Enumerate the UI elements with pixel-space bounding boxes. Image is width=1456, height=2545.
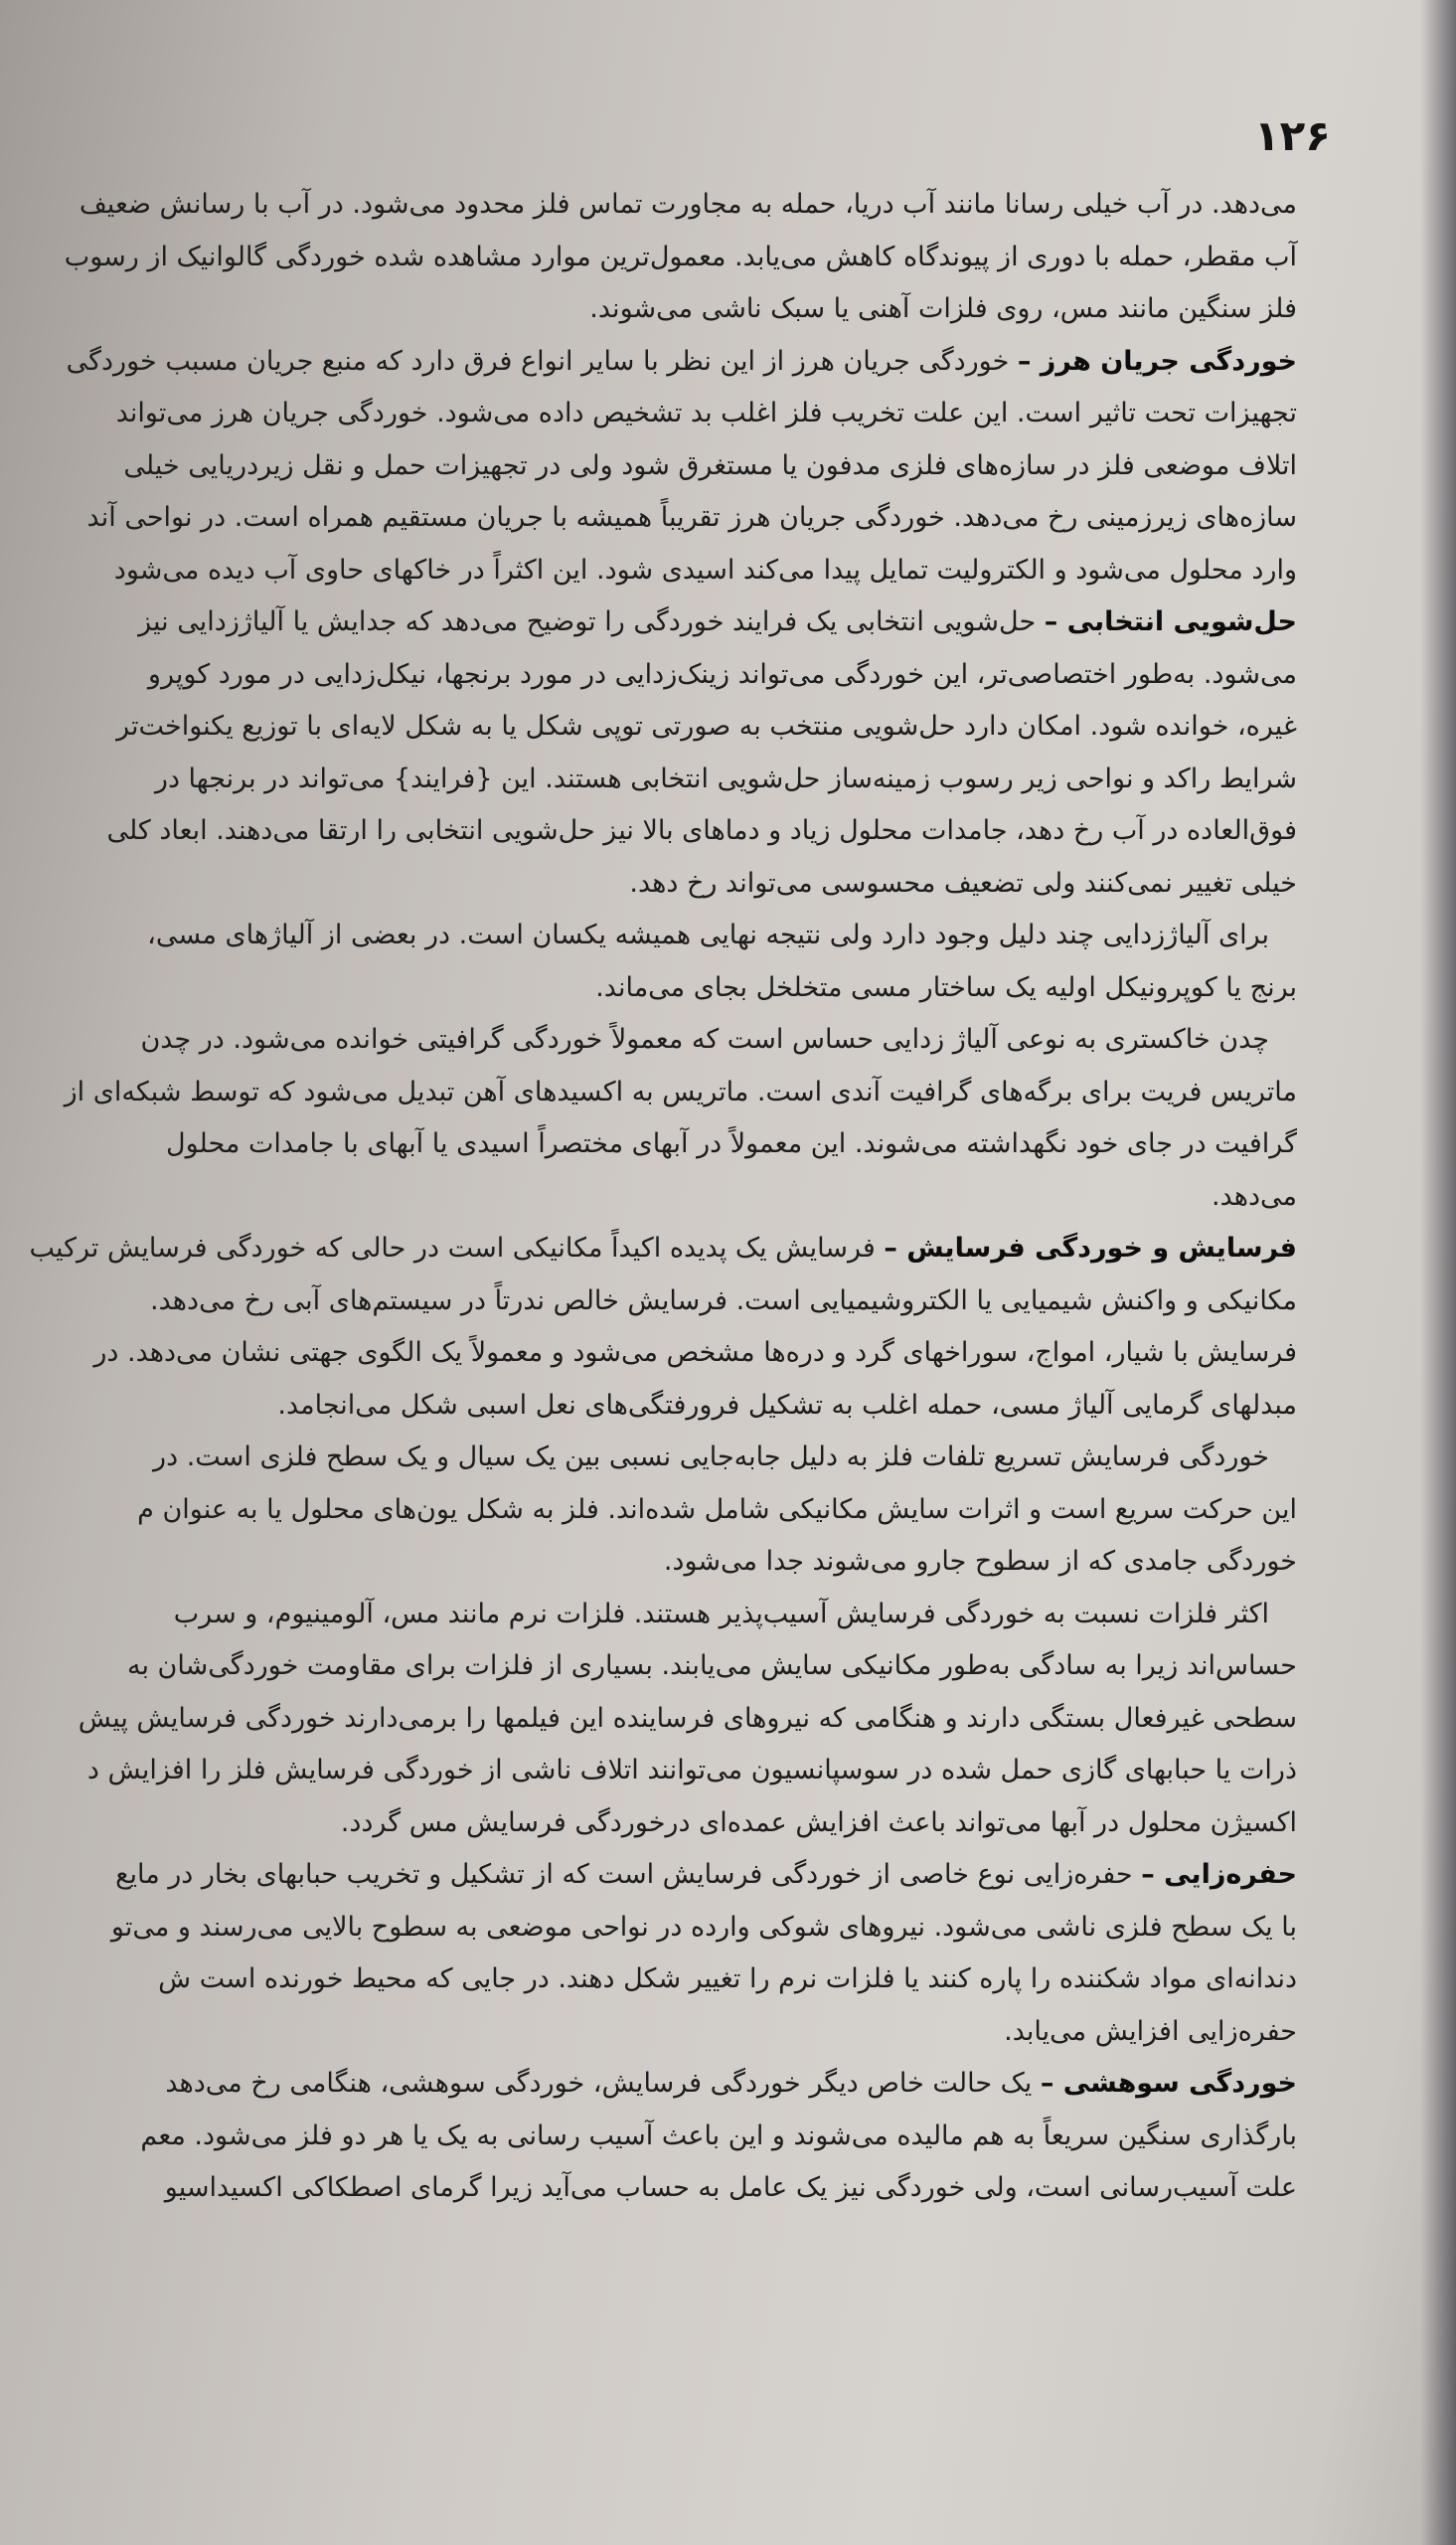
section-heading: خوردگی سوهشی – [1040, 2068, 1297, 2099]
text-line [0, 283, 1297, 336]
line-text: علت آسیب‌رسانی است، ولی خوردگی نیز یک عامل به حساب می‌آید زیرا گرمای اصطکاکی اکسیداسیو [164, 2172, 1297, 2203]
line-text: خوردگی جامدی که از سطوح جارو می‌شوند جدا می‌شود. [663, 1546, 1297, 1577]
line-text: این حرکت سریع است و اثرات سایش مکانیکی شامل شده‌اند. فلز به شکل یون‌های محلول یا به عنوان م [137, 1493, 1297, 1525]
line-text: حساس‌اند زیرا به سادگی به‌طور مکانیکی سایش می‌یابند. بسیاری از فلزات برای مقاومت خوردگی‌شان به [126, 1650, 1297, 1681]
page-number: ۱۲۶ [1254, 111, 1331, 160]
page-edge-shadow [1420, 0, 1456, 2545]
text-line [0, 1536, 1297, 1589]
text-line [0, 1014, 1297, 1067]
text-line [0, 1171, 1297, 1224]
text-line [0, 1953, 1297, 2006]
text-line [0, 1589, 1297, 1641]
section-heading: فرسایش و خوردگی فرسایش – [884, 1233, 1297, 1264]
line-text: دندانه‌ای مواد شکننده را پاره کنند یا فلزات نرم را تغییر شکل دهند. در جایی که محیط خورنده است ش [158, 1963, 1297, 1994]
line-text: حفره‌زایی افزایش می‌یابد. [1004, 2015, 1297, 2047]
line-text: اکثر فلزات نسبت به خوردگی فرسایش آسیب‌پذیر هستند. فلزات نرم مانند مس، آلومینیوم، و سرب [173, 1598, 1269, 1629]
line-text: خوردگی جریان هرز از این نظر با سایر انواع فرق دارد که منبع جریان مسبب خوردگی [66, 345, 1018, 377]
line-text: آب مقطر، حمله با دوری از پیوندگاه کاهش می‌یابد. معمول‌ترین موارد مشاهده شده خوردگی گالوانیک از رسوب [64, 241, 1297, 272]
text-line [0, 962, 1297, 1015]
line-text: اکسیژن محلول در آبها می‌تواند باعث افزایش عمده‌ای درخوردگی فرسایش مس گردد. [340, 1806, 1297, 1838]
line-text: یک حالت خاص دیگر خوردگی فرسایش، خوردگی سوهشی، هنگامی رخ می‌دهد [165, 2068, 1041, 2099]
line-text: خوردگی فرسایش تسریع تلفات فلز به دلیل جابه‌جایی نسبی بین یک سیال و یک سطح فلزی است. در [153, 1442, 1269, 1472]
line-text: وارد محلول می‌شود و الکترولیت تمایل پیدا می‌کند اسیدی شود. این اکثراً در خاکهای حاوی آب دیده می‌شود [113, 554, 1297, 586]
text-line [0, 2058, 1297, 2111]
text-line [0, 805, 1297, 858]
line-text: سازه‌های زیرزمینی رخ می‌دهد. خوردگی جریان هرز تقریباً همیشه با جریان مستقیم همراه است. در نواحی آند [86, 502, 1297, 533]
text-line [0, 2162, 1297, 2215]
line-text: بارگذاری سنگین سریعاً به هم مالیده می‌شوند و این باعث آسیب رسانی به یک یا هر دو فلز می‌شود. معم [140, 2120, 1297, 2151]
line-text: غیره، خوانده شود. امکان دارد حل‌شویی منتخب به صورتی توپی شکل یا به شکل لایه‌ای با توزیع یکنواخت‌تر [116, 711, 1297, 742]
line-text: سطحی غیرفعال بستگی دارند و هنگامی که نیروهای فرساینده این فیلمها را برمی‌دارند خوردگی فرسایش پیش [78, 1702, 1297, 1734]
text-line [0, 1902, 1297, 1954]
line-text: چدن خاکستری به نوعی آلیاژ زدایی حساس است که معمولاً خوردگی گرافیتی خوانده می‌شود. در چدن [140, 1024, 1269, 1055]
text-line [0, 440, 1297, 493]
text-line [0, 701, 1297, 754]
text-line [0, 1797, 1297, 1850]
line-text: ذرات یا حبابهای گازی حمل شده در سوسپانسیون می‌توانند اتلاف ناشی از خوردگی فرسایش فلز را افزایش د [86, 1755, 1297, 1785]
text-line [0, 2006, 1297, 2059]
text-line [0, 2111, 1297, 2163]
text-line [0, 388, 1297, 440]
line-text: فلز سنگین مانند مس، روی فلزات آهنی یا سبک ناشی می‌شوند. [589, 293, 1297, 324]
line-text: شرایط راکد و نواحی زیر رسوب زمینه‌ساز حل‌شویی انتخابی هستند. این {فرایند} می‌تواند در برنجها در [154, 763, 1297, 794]
text-line [0, 1640, 1297, 1693]
text-line [0, 858, 1297, 911]
text-line [0, 1849, 1297, 1902]
line-text: می‌شود. به‌طور اختصاصی‌تر، این خوردگی می‌تواند زینک‌زدایی در مورد برنجها، نیکل‌زدایی در مورد کوپرو [147, 658, 1297, 690]
line-text: حفره‌زایی نوع خاصی از خوردگی فرسایش است که از تشکیل و تخریب حبابهای بخار در مایع [115, 1859, 1142, 1890]
section-heading: حل‌شویی انتخابی – [1044, 606, 1297, 637]
section-heading: حفره‌زایی – [1141, 1859, 1297, 1890]
line-text: تجهیزات تحت تاثیر است. این علت تخریب فلز اغلب بد تشخیص داده می‌شود. خوردگی جریان هرز می‌تواند [115, 398, 1297, 428]
text-line [0, 1380, 1297, 1433]
line-text: خیلی تغییر نمی‌کنند ولی تضعیف محسوسی می‌تواند رخ دهد. [629, 867, 1297, 899]
line-text: حل‌شویی انتخابی یک فرایند خوردگی را توضیح می‌دهد که جدایش یا آلیاژزدایی نیز [138, 606, 1045, 637]
line-text: می‌دهد. در آب خیلی رسانا مانند آب دریا، حمله به مجاورت تماس فلز محدود می‌شود. در آب با رسانش ضعیف [79, 189, 1297, 220]
text-line [0, 232, 1297, 284]
text-line [0, 596, 1297, 649]
line-text: ماتریس فریت برای برگه‌های گرافیت آندی است. ماتریس به اکسیدهای آهن تبدیل می‌شود که توسط شبکه‌ای از [64, 1076, 1297, 1107]
text-line [0, 754, 1297, 806]
text-line [0, 910, 1297, 962]
text-line [0, 179, 1297, 232]
section-heading: خوردگی جریان هرز – [1017, 345, 1297, 377]
text-line [0, 492, 1297, 545]
body-text [0, 179, 1297, 2215]
line-text: فرسایش با شیار، امواج، سوراخهای گرد و دره‌ها مشخص می‌شود و معمولاً یک الگوی جهتی نشان می‌دهد. در [93, 1337, 1297, 1368]
line-text: فرسایش یک پدیده اکیداً مکانیکی است در حالی که خوردگی فرسایش ترکیب [29, 1233, 885, 1264]
text-line [0, 1745, 1297, 1797]
text-line [0, 649, 1297, 702]
text-line [0, 1275, 1297, 1328]
line-text: برای آلیاژزدایی چند دلیل وجود دارد ولی نتیجه نهایی همیشه یکسان است. در بعضی از آلیاژهای مسی، [147, 920, 1269, 950]
text-line [0, 336, 1297, 389]
line-text: می‌دهد. [1212, 1180, 1297, 1212]
text-line [0, 1432, 1297, 1484]
text-line [0, 1223, 1297, 1275]
line-text: با یک سطح فلزی ناشی می‌شود. نیروهای شوکی وارده در نواحی موضعی به سطوح بالایی می‌رسند و می‌تو [110, 1911, 1297, 1943]
text-line [0, 545, 1297, 597]
line-text: مبدلهای گرمایی آلیاژ مسی، حمله اغلب به تشکیل فرورفتگی‌های نعل اسبی شکل می‌انجامد. [277, 1389, 1297, 1421]
line-text: برنج یا کوپرونیکل اولیه یک ساختار مسی متخلخل بجای می‌ماند. [595, 971, 1297, 1003]
line-text: گرافیت در جای خود نگهداشته می‌شوند. این معمولاً در آبهای مختصراً اسیدی یا آبهای با جامدات محلول [165, 1128, 1297, 1159]
text-line [0, 1067, 1297, 1119]
text-line [0, 1118, 1297, 1171]
line-text: اتلاف موضعی فلز در سازه‌های فلزی مدفون یا مستغرق شود ولی در تجهیزات حمل و نقل زیردریایی خیلی [123, 449, 1297, 481]
text-line [0, 1484, 1297, 1537]
text-line [0, 1693, 1297, 1746]
line-text: مکانیکی و واکنش شیمیایی یا الکتروشیمیایی است. فرسایش خالص ندرتاً در سیستم‌های آبی رخ می‌دهد. [150, 1284, 1297, 1316]
line-text: فوق‌العاده در آب رخ دهد، جامدات محلول زیاد و دماهای بالا نیز حل‌شویی انتخابی را ارتقا می‌دهند. ابعاد کلی [106, 815, 1297, 846]
text-line [0, 1327, 1297, 1380]
